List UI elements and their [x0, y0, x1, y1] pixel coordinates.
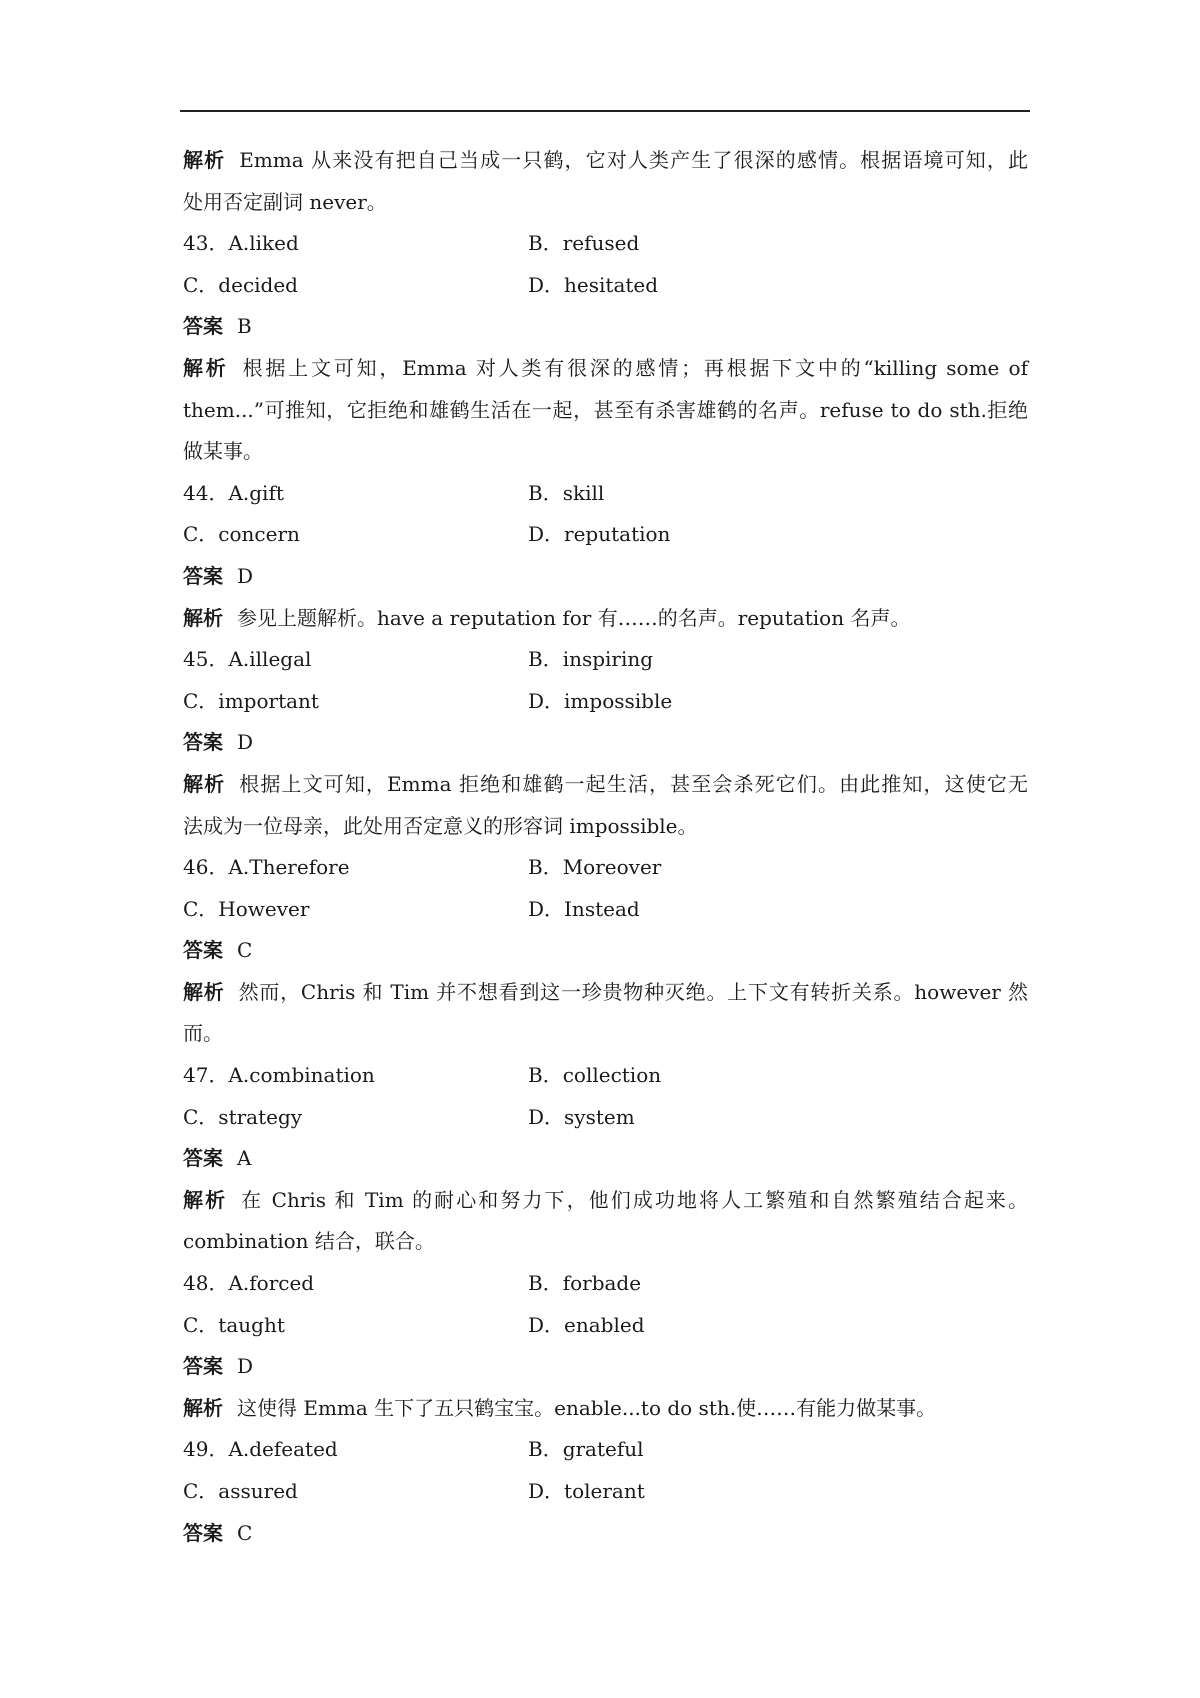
question-47-options-row2 [183, 1097, 1028, 1139]
answer-label: 答案 [183, 1146, 223, 1171]
analysis-label: 解析 [183, 979, 225, 1004]
q44-option-b: B．skill [528, 480, 605, 505]
q49-option-a: 49．A.defeated [183, 1437, 338, 1462]
q47-option-c: C．strategy [183, 1104, 303, 1129]
answer-label: 答案 [183, 938, 223, 963]
q45-option-d: D．impossible [528, 688, 673, 713]
answer-label: 答案 [183, 1354, 223, 1379]
answer-q45: 答案 D [183, 730, 254, 755]
answer-label: 答案 [183, 314, 223, 339]
answer-label: 答案 [183, 1520, 223, 1545]
q47-option-a: 47．A.combination [183, 1063, 375, 1088]
analysis-q43-line1: 解析 根据上文可知，Emma 对人类有很深的感情；再根据下文中的“killing some of [183, 355, 1029, 380]
analysis-label: 解析 [183, 148, 226, 172]
q45-option-c: C．important [183, 688, 319, 713]
q43-option-b: B．refused [528, 231, 640, 256]
analysis-label: 解析 [183, 771, 226, 796]
answer-label: 答案 [183, 730, 223, 755]
q48-option-a: 48．A.forced [183, 1271, 315, 1296]
q43-option-a: 43．A.liked [183, 231, 299, 256]
answer-q43: 答案 B [183, 314, 252, 339]
q44-option-d: D．reputation [528, 522, 671, 547]
q48-option-b: B．forbade [528, 1271, 642, 1296]
answer-q44: 答案 D [183, 563, 254, 588]
analysis-label: 解析 [183, 355, 229, 380]
question-49-options-row1 [183, 1429, 1028, 1471]
question-44-options-row1 [183, 473, 1028, 515]
q47-option-d: D．system [528, 1104, 635, 1129]
question-46-options-row1 [183, 847, 1028, 889]
question-48-options-row1 [183, 1263, 1028, 1305]
analysis-label: 解析 [183, 1187, 228, 1212]
question-48-options-row2 [183, 1305, 1028, 1347]
question-45-options-row1 [183, 639, 1028, 681]
answer-q46: 答案 C [183, 938, 253, 963]
q48-option-d: D．enabled [528, 1312, 645, 1337]
document-body [183, 140, 1028, 1554]
analysis-q45-line1: 解析 根据上文可知，Emma 拒绝和雄鹤一起生活，甚至会杀死它们。由此推知，这使它无 [183, 771, 1028, 796]
q46-option-d: D．Instead [528, 896, 640, 921]
q45-option-b: B．inspiring [528, 647, 654, 672]
answer-q49: 答案 C [183, 1520, 253, 1545]
question-45-options-row2 [183, 681, 1028, 723]
q46-option-c: C．However [183, 896, 310, 921]
question-46-options-row2 [183, 889, 1028, 931]
q49-option-b: B．grateful [528, 1437, 644, 1462]
q49-option-d: D．tolerant [528, 1479, 645, 1503]
question-47-options-row1 [183, 1055, 1028, 1097]
analysis-label: 解析 [183, 1395, 223, 1420]
question-49-options-row2 [183, 1471, 1028, 1513]
analysis-q42-line1: 解析 Emma 从来没有把自己当成一只鹤，它对人类产生了很深的感情。根据语境可知，此 [183, 148, 1028, 172]
analysis-q46-line2: 而。 [183, 1021, 223, 1046]
analysis-q46-line1: 解析 然而，Chris 和 Tim 并不想看到这一珍贵物种灭绝。上下文有转折关系。however 然 [183, 979, 1029, 1004]
q44-option-c: C．concern [183, 522, 300, 547]
q45-option-a: 45．A.illegal [183, 647, 312, 672]
question-43-options-row2 [183, 265, 1028, 307]
question-43-options-row1 [183, 223, 1028, 265]
analysis-q42-line2: 处用否定副词 never。 [183, 189, 387, 214]
analysis-q45-line2: 法成为一位母亲，此处用否定意义的形容词 impossible。 [183, 813, 698, 838]
analysis-q48-line1: 解析 这使得 Emma 生下了五只鹤宝宝。enable...to do sth.使……有能力做某事。 [183, 1395, 937, 1420]
q49-option-c: C．assured [183, 1479, 298, 1503]
answer-q48: 答案 D [183, 1354, 254, 1379]
q44-option-a: 44．A.gift [183, 480, 284, 505]
q47-option-b: B．collection [528, 1063, 662, 1088]
q43-option-c: C．decided [183, 272, 298, 297]
analysis-q47-line1: 解析 在 Chris 和 Tim 的耐心和努力下，他们成功地将人工繁殖和自然繁殖结合起来。 [183, 1187, 1028, 1212]
q46-option-a: 46．A.Therefore [183, 855, 350, 880]
header-rule [180, 110, 1030, 112]
answer-label: 答案 [183, 563, 223, 588]
analysis-label: 解析 [183, 605, 223, 630]
analysis-q43-line2: them...”可推知，它拒绝和雄鹤生活在一起，甚至有杀害雄鹤的名声。refuse to do sth.拒绝 [183, 397, 1028, 422]
q48-option-c: C．taught [183, 1312, 285, 1337]
answer-q47: 答案 A [183, 1146, 252, 1171]
analysis-q44-line1: 解析 参见上题解析。have a reputation for 有……的名声。reputation 名声。 [183, 605, 911, 630]
q46-option-b: B．Moreover [528, 855, 662, 880]
analysis-q47-line2: combination 结合，联合。 [183, 1229, 435, 1254]
q43-option-d: D．hesitated [528, 272, 659, 297]
question-44-options-row2 [183, 514, 1028, 556]
analysis-q43-line3: 做某事。 [183, 439, 263, 464]
